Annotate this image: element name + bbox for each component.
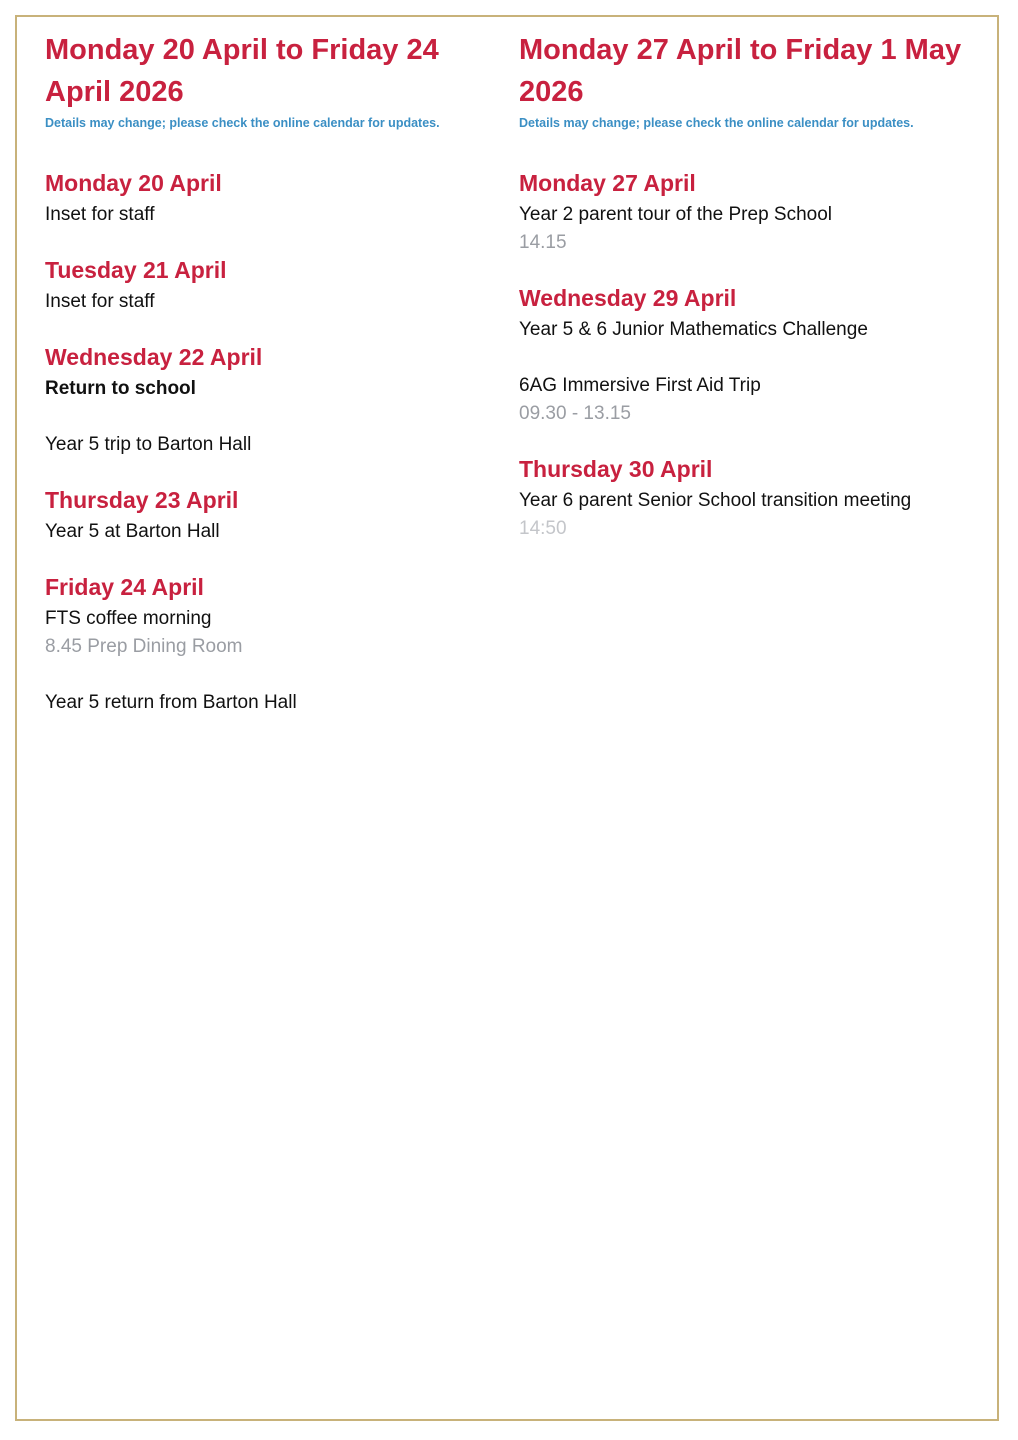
event-item [45,689,495,717]
event-title: Inset for staff [45,291,155,312]
day-heading: Tuesday 21 April [45,257,227,283]
event-detail: 14.15 [519,232,567,253]
week-column-1 [45,29,495,744]
event-item [519,201,969,257]
event-title: Year 5 return from Barton Hall [45,692,297,713]
event-item [45,518,495,546]
event-item [45,605,495,661]
day-heading: Friday 24 April [45,574,204,600]
event-title: Year 5 trip to Barton Hall [45,434,252,455]
day-heading: Thursday 30 April [519,456,713,482]
day-heading: Wednesday 22 April [45,344,263,370]
week-title: Monday 27 April to Friday 1 May 2026 [519,34,962,108]
day-monday-27-april [519,169,969,257]
day-thursday-23-april [45,486,495,546]
event-item [45,288,495,316]
event-detail: 14:50 [519,518,567,539]
event-title: Return to school [45,378,196,399]
day-wednesday-22-april [45,343,495,459]
day-friday-24-april [45,573,495,717]
event-title: Year 2 parent tour of the Prep School [519,204,833,225]
day-heading: Thursday 23 April [45,487,239,513]
event-item [519,372,969,428]
day-tuesday-21-april [45,256,495,316]
week-column-2 [519,29,969,570]
event-title: Year 5 at Barton Hall [45,521,220,542]
day-wednesday-29-april [519,284,969,428]
day-thursday-30-april [519,455,969,543]
day-heading: Wednesday 29 April [519,285,737,311]
event-title: Year 5 & 6 Junior Mathematics Challenge [519,319,868,340]
day-heading: Monday 27 April [519,170,696,196]
day-list [519,169,969,543]
event-item [519,316,969,344]
event-detail: 09.30 - 13.15 [519,403,631,424]
day-list [45,169,495,717]
event-title: FTS coffee morning [45,608,212,629]
calendar-note: Details may change; please check the online calendar for updates. [519,116,914,130]
event-item [519,487,969,543]
day-heading: Monday 20 April [45,170,222,196]
event-title: Inset for staff [45,204,155,225]
day-monday-20-april [45,169,495,229]
event-title: 6AG Immersive First Aid Trip [519,375,761,396]
event-item [45,201,495,229]
week-title: Monday 20 April to Friday 24 April 2026 [45,34,439,108]
event-detail: 8.45 Prep Dining Room [45,636,243,657]
event-item [45,375,495,403]
event-item [45,431,495,459]
calendar-note: Details may change; please check the online calendar for updates. [45,116,440,130]
event-title: Year 6 parent Senior School transition meeting [519,490,912,511]
